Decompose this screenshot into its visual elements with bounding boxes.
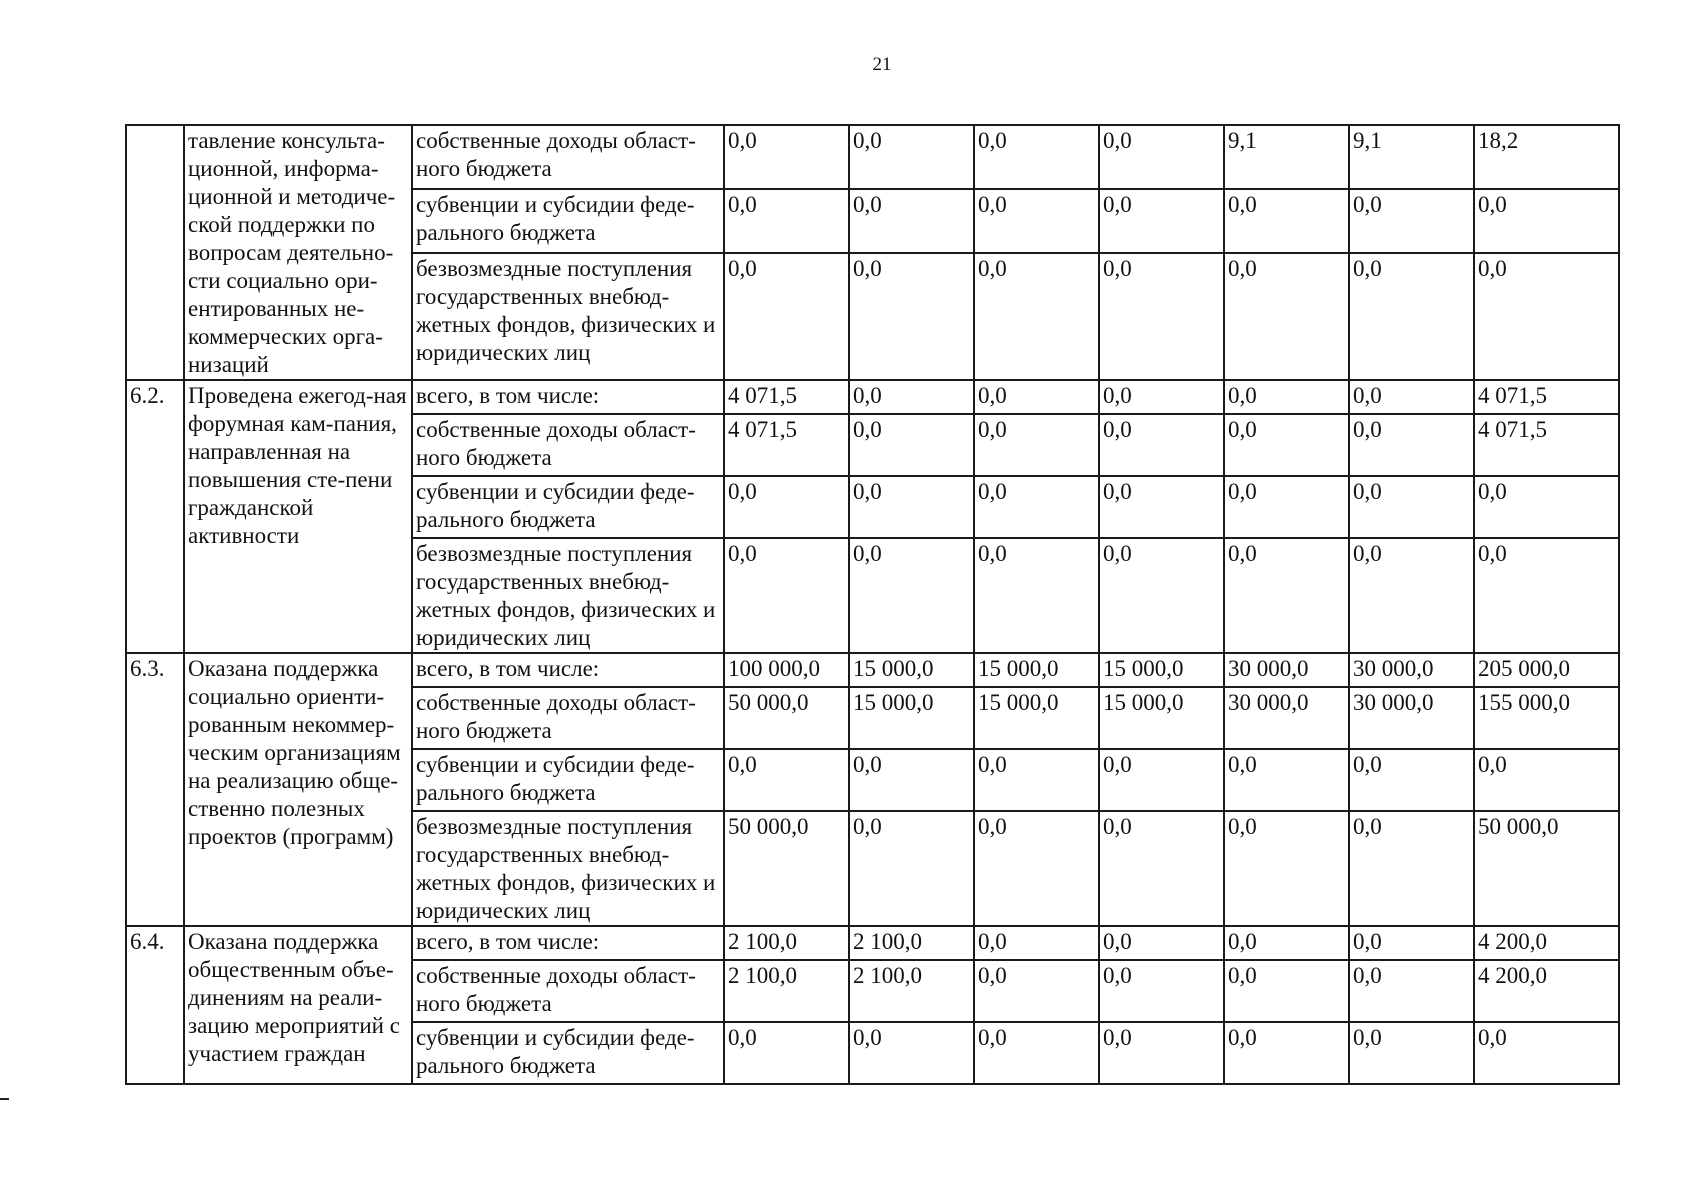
- funding-source: собственные доходы област-ного бюджета: [412, 687, 724, 749]
- total-value-cell: 155 000,0: [1474, 687, 1619, 749]
- year-value-cell: 0,0: [1099, 253, 1224, 381]
- year-value-cell: 0,0: [724, 189, 849, 253]
- funding-source: собственные доходы област-ного бюджета: [412, 414, 724, 476]
- table-row: [126, 380, 1619, 414]
- year-value-cell: 0,0: [849, 1022, 974, 1084]
- total-value-cell: 4 071,5: [1474, 414, 1619, 476]
- year-value-cell: 0,0: [1224, 960, 1349, 1022]
- year-value-cell: 0,0: [974, 960, 1099, 1022]
- year-value-cell: 0,0: [974, 538, 1099, 653]
- item-number: 6.3.: [126, 653, 184, 926]
- year-value-cell: 0,0: [1099, 380, 1224, 414]
- year-value-cell: 0,0: [849, 476, 974, 538]
- total-value-cell: 205 000,0: [1474, 653, 1619, 687]
- year-value-cell: 9,1: [1349, 125, 1474, 189]
- year-value-cell: 0,0: [1224, 926, 1349, 960]
- funding-source: всего, в том числе:: [412, 380, 724, 414]
- year-value-cell: 0,0: [974, 1022, 1099, 1084]
- year-value-cell: 0,0: [1224, 414, 1349, 476]
- funding-source: безвозмездные поступления государственных внебюд-жетных фондов, физических и юридических лиц: [412, 811, 724, 926]
- table-row: [126, 653, 1619, 687]
- year-value-cell: 0,0: [1224, 811, 1349, 926]
- item-number: 6.2.: [126, 380, 184, 653]
- year-value-cell: 0,0: [1224, 1022, 1349, 1084]
- year-value-cell: 0,0: [974, 811, 1099, 926]
- year-value-cell: 0,0: [1224, 189, 1349, 253]
- year-value-cell: 0,0: [724, 125, 849, 189]
- year-value-cell: 0,0: [1099, 538, 1224, 653]
- year-value-cell: 0,0: [1349, 538, 1474, 653]
- year-value-cell: 15 000,0: [849, 653, 974, 687]
- item-number: [126, 125, 184, 380]
- funding-source: всего, в том числе:: [412, 926, 724, 960]
- year-value-cell: 15 000,0: [1099, 687, 1224, 749]
- year-value-cell: 2 100,0: [849, 960, 974, 1022]
- year-value-cell: 0,0: [849, 414, 974, 476]
- year-value-cell: 2 100,0: [724, 926, 849, 960]
- year-value-cell: 0,0: [849, 538, 974, 653]
- year-value-cell: 2 100,0: [849, 926, 974, 960]
- year-value-cell: 0,0: [1349, 749, 1474, 811]
- funding-source: собственные доходы област-ного бюджета: [412, 960, 724, 1022]
- year-value-cell: 0,0: [724, 749, 849, 811]
- year-value-cell: 4 071,5: [724, 380, 849, 414]
- year-value-cell: 0,0: [1349, 189, 1474, 253]
- year-value-cell: 0,0: [724, 538, 849, 653]
- item-description: Оказана поддержка общественным объе-динениям на реали-зацию мероприятий с участием граждан: [184, 926, 412, 1084]
- item-description: Проведена ежегод-ная форумная кам-пания, направленная на повышения сте-пени гражданской активности: [184, 380, 412, 653]
- year-value-cell: 0,0: [974, 476, 1099, 538]
- total-value-cell: 0,0: [1474, 749, 1619, 811]
- year-value-cell: 0,0: [724, 253, 849, 381]
- year-value-cell: 0,0: [974, 253, 1099, 381]
- year-value-cell: 0,0: [849, 125, 974, 189]
- year-value-cell: 2 100,0: [724, 960, 849, 1022]
- year-value-cell: 0,0: [1349, 253, 1474, 381]
- year-value-cell: 0,0: [1099, 749, 1224, 811]
- funding-source: безвозмездные поступления государственных внебюд-жетных фондов, физических и юридических лиц: [412, 538, 724, 653]
- year-value-cell: 0,0: [1099, 926, 1224, 960]
- year-value-cell: 0,0: [1224, 749, 1349, 811]
- year-value-cell: 0,0: [1349, 960, 1474, 1022]
- year-value-cell: 0,0: [1099, 1022, 1224, 1084]
- total-value-cell: 0,0: [1474, 189, 1619, 253]
- year-value-cell: 30 000,0: [1224, 687, 1349, 749]
- year-value-cell: 30 000,0: [1349, 687, 1474, 749]
- year-value-cell: 50 000,0: [724, 687, 849, 749]
- year-value-cell: 15 000,0: [849, 687, 974, 749]
- year-value-cell: 0,0: [849, 189, 974, 253]
- funding-source: безвозмездные поступления государственных внебюд-жетных фондов, физических и юридических лиц: [412, 253, 724, 381]
- year-value-cell: 0,0: [974, 749, 1099, 811]
- year-value-cell: 0,0: [1224, 476, 1349, 538]
- year-value-cell: 0,0: [1099, 811, 1224, 926]
- year-value-cell: 0,0: [849, 253, 974, 381]
- year-value-cell: 15 000,0: [974, 653, 1099, 687]
- year-value-cell: 0,0: [849, 380, 974, 414]
- year-value-cell: 15 000,0: [1099, 653, 1224, 687]
- year-value-cell: 0,0: [974, 380, 1099, 414]
- funding-source: субвенции и субсидии феде-рального бюджета: [412, 189, 724, 253]
- year-value-cell: 0,0: [1224, 253, 1349, 381]
- table-row: [126, 926, 1619, 960]
- item-number: 6.4.: [126, 926, 184, 1084]
- total-value-cell: 0,0: [1474, 538, 1619, 653]
- year-value-cell: 0,0: [1224, 380, 1349, 414]
- year-value-cell: 0,0: [974, 926, 1099, 960]
- year-value-cell: 0,0: [1349, 811, 1474, 926]
- year-value-cell: 0,0: [1349, 1022, 1474, 1084]
- total-value-cell: 4 200,0: [1474, 960, 1619, 1022]
- item-description: Оказана поддержка социально ориенти-рованным некоммер-ческим организациям на реализацию обще-ственно полезных проектов (программ): [184, 653, 412, 926]
- total-value-cell: 4 071,5: [1474, 380, 1619, 414]
- year-value-cell: 9,1: [1224, 125, 1349, 189]
- year-value-cell: 0,0: [1349, 414, 1474, 476]
- year-value-cell: 15 000,0: [974, 687, 1099, 749]
- total-value-cell: 0,0: [1474, 253, 1619, 381]
- year-value-cell: 0,0: [974, 125, 1099, 189]
- total-value-cell: 0,0: [1474, 476, 1619, 538]
- total-value-cell: 18,2: [1474, 125, 1619, 189]
- year-value-cell: 0,0: [1099, 125, 1224, 189]
- page-number: 21: [872, 54, 892, 75]
- year-value-cell: 0,0: [1099, 476, 1224, 538]
- year-value-cell: 100 000,0: [724, 653, 849, 687]
- year-value-cell: 0,0: [1099, 414, 1224, 476]
- year-value-cell: 0,0: [1349, 380, 1474, 414]
- item-description: тавление консульта-ционной, информа-ционной и методиче-ской поддержки по вопросам деятельно-сти социально ори-ентированных не-коммерческих орга-низаций: [184, 125, 412, 380]
- total-value-cell: 4 200,0: [1474, 926, 1619, 960]
- year-value-cell: 0,0: [1099, 189, 1224, 253]
- year-value-cell: 0,0: [1349, 926, 1474, 960]
- total-value-cell: 50 000,0: [1474, 811, 1619, 926]
- year-value-cell: 0,0: [974, 189, 1099, 253]
- year-value-cell: 30 000,0: [1224, 653, 1349, 687]
- year-value-cell: 0,0: [1349, 476, 1474, 538]
- funding-source: собственные доходы област-ного бюджета: [412, 125, 724, 189]
- funding-source: субвенции и субсидии феде-рального бюджета: [412, 749, 724, 811]
- margin-mark: [0, 1098, 9, 1100]
- year-value-cell: 0,0: [1224, 538, 1349, 653]
- year-value-cell: 0,0: [849, 811, 974, 926]
- funding-source: субвенции и субсидии феде-рального бюджета: [412, 1022, 724, 1084]
- table-row: [126, 125, 1619, 189]
- funding-source: всего, в том числе:: [412, 653, 724, 687]
- total-value-cell: 0,0: [1474, 1022, 1619, 1084]
- year-value-cell: 50 000,0: [724, 811, 849, 926]
- funding-source: субвенции и субсидии феде-рального бюджета: [412, 476, 724, 538]
- year-value-cell: 0,0: [1099, 960, 1224, 1022]
- year-value-cell: 0,0: [974, 414, 1099, 476]
- year-value-cell: 0,0: [724, 476, 849, 538]
- year-value-cell: 0,0: [724, 1022, 849, 1084]
- year-value-cell: 0,0: [849, 749, 974, 811]
- year-value-cell: 30 000,0: [1349, 653, 1474, 687]
- year-value-cell: 4 071,5: [724, 414, 849, 476]
- budget-table: [125, 124, 1620, 1085]
